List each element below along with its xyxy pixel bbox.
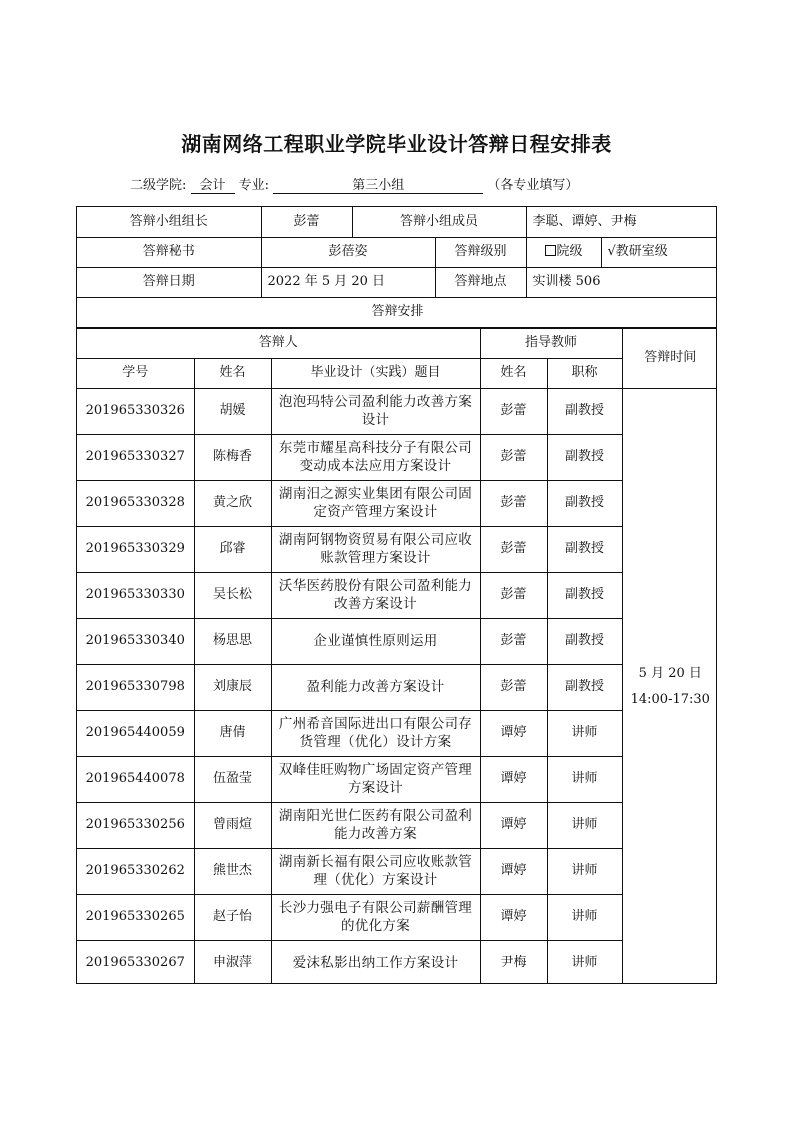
advisor-name-cell: 彭蕾 — [480, 434, 547, 480]
topic-cell: 企业谨慎性原则运用 — [271, 618, 480, 664]
defense-info-table — [77, 207, 717, 328]
student-name-cell: 杨思思 — [194, 618, 271, 664]
leader-value: 彭蕾 — [261, 207, 352, 237]
level-label: 答辩级别 — [435, 237, 526, 267]
table-row — [77, 572, 717, 618]
advisor-title-cell: 副教授 — [547, 618, 622, 664]
student-name-cell: 陈梅香 — [194, 434, 271, 480]
table-row — [77, 802, 717, 848]
advisor-name-cell: 谭婷 — [480, 848, 547, 894]
advisor-title-cell: 讲师 — [547, 940, 622, 984]
advisor-name-cell: 谭婷 — [480, 756, 547, 802]
table-row — [77, 434, 717, 480]
table-row — [77, 526, 717, 572]
table-row — [77, 480, 717, 526]
topic-cell: 沃华医药股份有限公司盈利能力改善方案设计 — [271, 572, 480, 618]
student-id-cell: 201965440059 — [77, 710, 194, 756]
name-header: 姓名 — [194, 358, 271, 388]
student-id-cell: 201965440078 — [77, 756, 194, 802]
advisor-name-header: 姓名 — [480, 358, 547, 388]
student-name-cell: 胡媛 — [194, 388, 271, 434]
advisor-title-cell: 副教授 — [547, 480, 622, 526]
advisor-name-cell: 彭蕾 — [480, 618, 547, 664]
advisor-name-cell: 谭婷 — [480, 710, 547, 756]
table-row — [77, 756, 717, 802]
fill-note: （各专业填写） — [487, 178, 579, 193]
topic-cell: 双峰佳旺购物广场固定资产管理方案设计 — [271, 756, 480, 802]
advisor-name-cell: 彭蕾 — [480, 664, 547, 710]
advisor-title-cell: 讲师 — [547, 848, 622, 894]
student-id-cell: 201965330267 — [77, 940, 194, 984]
advisor-name-cell: 尹梅 — [480, 940, 547, 984]
place-value: 实训楼 506 — [526, 267, 717, 297]
advisor-name-cell: 谭婷 — [480, 894, 547, 940]
arrangement-label: 答辩安排 — [77, 297, 717, 327]
topic-cell: 长沙力强电子有限公司薪酬管理的优化方案 — [271, 894, 480, 940]
topic-cell: 湖南阿钢物资贸易有限公司应收账款管理方案设计 — [271, 526, 480, 572]
time-cell — [622, 388, 717, 984]
student-id-header: 学号 — [77, 358, 194, 388]
members-label: 答辩小组成员 — [352, 207, 526, 237]
place-label: 答辩地点 — [435, 267, 526, 297]
advisor-title-cell: 副教授 — [547, 572, 622, 618]
student-name-cell: 刘康辰 — [194, 664, 271, 710]
student-id-cell: 201965330256 — [77, 802, 194, 848]
major-value: 第三小组 — [273, 178, 483, 194]
level-dept-option: √教研室级 — [601, 237, 717, 267]
student-id-cell: 201965330326 — [77, 388, 194, 434]
topic-cell: 泡泡玛特公司盈利能力改善方案设计 — [271, 388, 480, 434]
time-date: 5 月 20 日 — [638, 666, 702, 681]
table-row — [77, 388, 717, 434]
advisor-name-cell: 谭婷 — [480, 802, 547, 848]
leader-label: 答辩小组组长 — [77, 207, 261, 237]
checkbox-icon — [545, 245, 556, 256]
time-range: 14:00-17:30 — [630, 692, 710, 707]
student-id-cell: 201965330798 — [77, 664, 194, 710]
advisor-title-cell: 副教授 — [547, 664, 622, 710]
major-label: 专业: — [238, 178, 270, 193]
advisor-name-cell: 彭蕾 — [480, 480, 547, 526]
level-college-option — [526, 237, 601, 267]
advisor-name-cell: 彭蕾 — [480, 388, 547, 434]
secretary-value: 彭蓓姿 — [261, 237, 435, 267]
advisor-name-cell: 彭蕾 — [480, 572, 547, 618]
student-id-cell: 201965330330 — [77, 572, 194, 618]
topic-cell: 盈利能力改善方案设计 — [271, 664, 480, 710]
student-id-cell: 201965330329 — [77, 526, 194, 572]
table-row — [77, 940, 717, 984]
date-label: 答辩日期 — [77, 267, 261, 297]
topic-cell: 爱沫私影出纳工作方案设计 — [271, 940, 480, 984]
student-name-cell: 申淑萍 — [194, 940, 271, 984]
date-value: 2022 年 5 月 20 日 — [261, 267, 435, 297]
student-name-cell: 熊世杰 — [194, 848, 271, 894]
defender-header: 答辩人 — [77, 328, 480, 358]
advisor-title-cell: 副教授 — [547, 434, 622, 480]
student-name-cell: 黄之欣 — [194, 480, 271, 526]
advisor-name-cell: 彭蕾 — [480, 526, 547, 572]
student-id-cell: 201965330328 — [77, 480, 194, 526]
members-value: 李聪、谭婷、尹梅 — [526, 207, 717, 237]
advisor-title-cell: 副教授 — [547, 526, 622, 572]
student-name-cell: 邱睿 — [194, 526, 271, 572]
topic-cell: 东莞市耀星高科技分子有限公司变动成本法应用方案设计 — [271, 434, 480, 480]
advisor-title-cell: 副教授 — [547, 388, 622, 434]
student-name-cell: 唐倩 — [194, 710, 271, 756]
student-id-cell: 201965330262 — [77, 848, 194, 894]
student-name-cell: 伍盈莹 — [194, 756, 271, 802]
student-name-cell: 吴长松 — [194, 572, 271, 618]
student-name-cell: 赵子怡 — [194, 894, 271, 940]
topic-cell: 湖南汨之源实业集团有限公司固定资产管理方案设计 — [271, 480, 480, 526]
college-label: 二级学院: — [130, 178, 187, 193]
student-id-cell: 201965330340 — [77, 618, 194, 664]
student-id-cell: 201965330327 — [77, 434, 194, 480]
table-row — [77, 664, 717, 710]
table-row — [77, 894, 717, 940]
page-title: 湖南网络工程职业学院毕业设计答辩日程安排表 — [181, 132, 612, 156]
schedule-form — [76, 206, 717, 984]
advisor-title-header: 职称 — [547, 358, 622, 388]
table-row — [77, 848, 717, 894]
topic-cell: 湖南新长福有限公司应收账款管理（优化）方案设计 — [271, 848, 480, 894]
college-value: 会计 — [191, 178, 235, 194]
time-header: 答辩时间 — [622, 328, 717, 388]
secretary-label: 答辩秘书 — [77, 237, 261, 267]
table-row — [77, 710, 717, 756]
advisor-title-cell: 讲师 — [547, 756, 622, 802]
topic-cell: 广州希音国际进出口有限公司存货管理（优化）设计方案 — [271, 710, 480, 756]
advisor-title-cell: 讲师 — [547, 710, 622, 756]
advisor-header: 指导教师 — [480, 328, 622, 358]
level-college-text: 院级 — [556, 244, 583, 259]
topic-cell: 湖南阳光世仁医药有限公司盈利能力改善方案 — [271, 802, 480, 848]
student-id-cell: 201965330265 — [77, 894, 194, 940]
table-row — [77, 618, 717, 664]
advisor-title-cell: 讲师 — [547, 894, 622, 940]
advisor-title-cell: 讲师 — [547, 802, 622, 848]
topic-header: 毕业设计（实践）题目 — [271, 358, 480, 388]
college-major-line — [130, 174, 578, 194]
student-name-cell: 曾雨煊 — [194, 802, 271, 848]
defense-schedule-table — [77, 328, 717, 985]
